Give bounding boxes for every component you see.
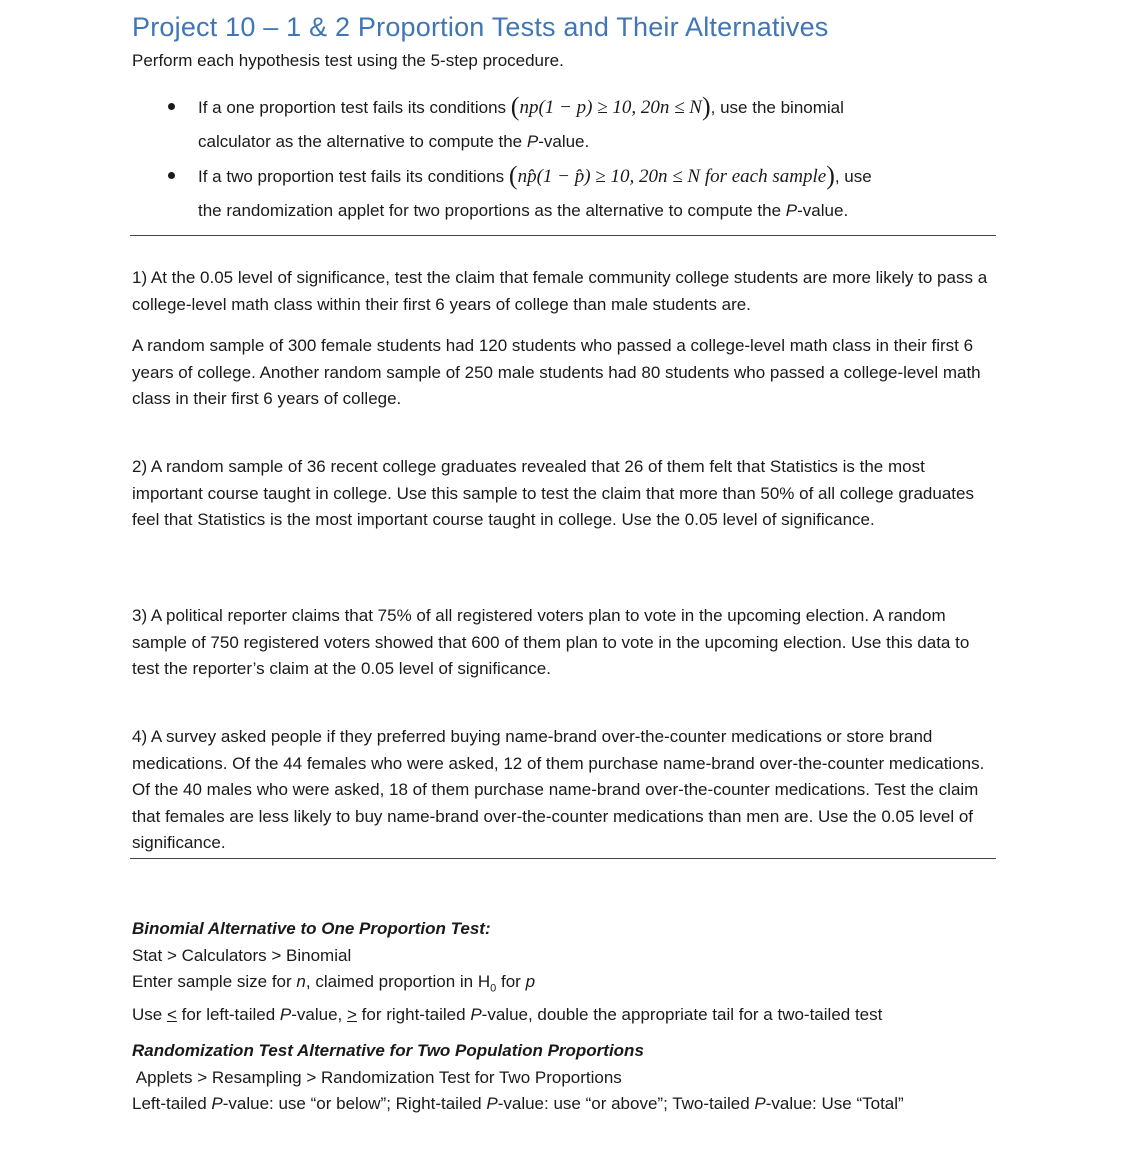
- bullet-icon: [168, 172, 175, 179]
- section-heading: Binomial Alternative to One Proportion Test:: [132, 919, 491, 938]
- menu-path: Stat > Calculators > Binomial: [132, 945, 352, 965]
- list-item: If a two proportion test fails its conditions (np̂(1 − p̂) ≥ 10, 20n ≤ N for each sample), use the randomization applet for two proportions as the alternative to compute the P-value.: [168, 159, 998, 228]
- bullet-icon: [168, 103, 175, 110]
- bullet-text: , use: [834, 167, 872, 186]
- divider: [130, 235, 996, 236]
- bullet-text: If a one proportion test fails its conditions: [198, 98, 507, 117]
- menu-path: Applets > Resampling > Randomization Test for Two Proportions: [132, 1067, 622, 1087]
- page-title: Project 10 – 1 & 2 Proportion Tests and Their Alternatives: [132, 12, 829, 42]
- question-3: 3) A political reporter claims that 75% of all registered voters plan to vote in the upcoming election. A random sample of 750 registered voters showed that 600 of them plan to vote in the upcoming election. Use this data to test the reporter’s claim at the 0.05 level of significance.: [132, 606, 970, 678]
- bullet-text: If a two proportion test fails its conditions: [198, 167, 505, 186]
- divider: [130, 858, 996, 859]
- page-subtitle: Perform each hypothesis test using the 5-step procedure.: [132, 51, 564, 70]
- question-4: 4) A survey asked people if they preferred buying name-brand over-the-counter medications or store brand medications. Of the 44 females who were asked, 12 of them purchase name-brand over-the-counter medications. Of the 40 males who were asked, 18 of them purchase name-brand over-the-counter medications. Test the claim that females are less likely to buy name-brand over-the-counter medications than men are. Use the 0.05 level of significance.: [132, 727, 985, 852]
- bullet-text: , use the binomial: [710, 98, 844, 117]
- question-2: 2) A random sample of 36 recent college graduates revealed that 26 of them felt that Statistics is the most important course taught in college. Use this sample to test the claim that more than 50% of all college graduates feel that Statistics is the most important course taught in college. Use the 0.05 level of significance.: [132, 457, 974, 529]
- binomial-instructions: Binomial Alternative to One Proportion Test: Stat > Calculators > Binomial Enter sample size for n, claimed proportion in $H_0$ for p Use < for left-tailed P-value, > for right-tailed P-value, double the appropriate tail for a two-tailed test: [132, 916, 998, 1028]
- question-1: 1) At the 0.05 level of significance, test the claim that female community college students are more likely to pass a college-level math class within their first 6 years of college than male students are. A random sample of 300 female students had 120 students who passed a college-level math class in their first 6 years of college. Another random sample of 250 male students had 80 students who passed a college-level math class in their first 6 years of college.: [132, 268, 988, 408]
- randomization-instructions: Randomization Test Alternative for Two Population Proportions Applets > Resampling > Randomization Test for Two Proportions Left-tailed P-value: use “or below”; Right-tailed P-value: use “or above”; Two-tailed P-value: Use “Total”: [132, 1038, 998, 1118]
- section-heading: Randomization Test Alternative for Two Population Proportions: [132, 1041, 644, 1060]
- list-item: If a one proportion test fails its conditions (np(1 − p) ≥ 10, 20n ≤ N), use the binomial calculator as the alternative to compute the P-value.: [168, 90, 998, 159]
- conditions-list: [168, 90, 998, 228]
- condition-formula: (np̂(1 − p̂) ≥ 10, 20n ≤ N for each sample): [508, 161, 835, 190]
- condition-formula: (np(1 − p) ≥ 10, 20n ≤ N): [510, 92, 711, 121]
